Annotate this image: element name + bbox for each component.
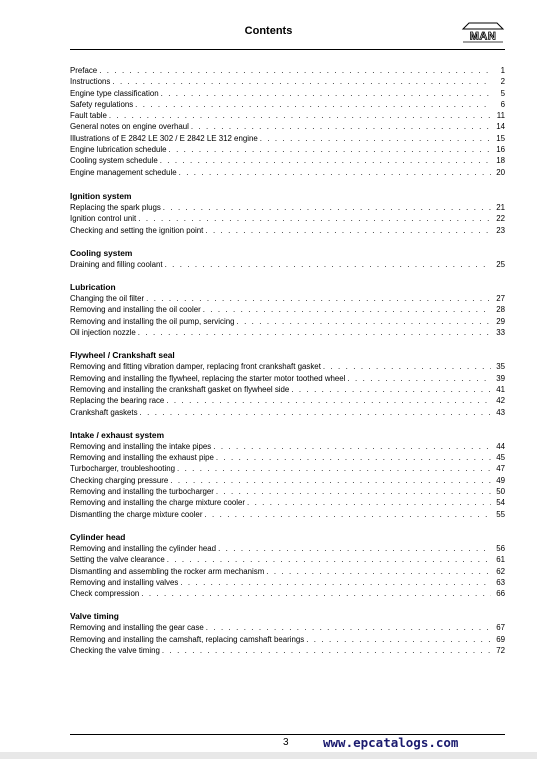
- toc-entry-title: Check compression: [70, 589, 140, 599]
- toc-entry-page: 35: [496, 362, 505, 372]
- toc-entry[interactable]: [70, 361, 505, 372]
- dot-leader: [306, 634, 491, 645]
- toc-entry-page: 5: [500, 88, 505, 98]
- dot-leader: [99, 65, 491, 76]
- dot-leader: [165, 259, 491, 270]
- dot-leader: [138, 327, 491, 338]
- toc-entry-page: 72: [496, 645, 505, 655]
- dot-leader: [169, 144, 491, 155]
- dot-leader: [163, 202, 491, 213]
- bottom-band: [0, 752, 537, 759]
- toc-entry[interactable]: [70, 65, 505, 76]
- dot-leader: [170, 475, 491, 486]
- toc-entry-title: Illustrations of E 2842 LE 302 / E 2842 LE 312 engine: [70, 133, 258, 143]
- toc-entry[interactable]: [70, 497, 505, 508]
- toc-entry-title: Removing and installing the intake pipes: [70, 441, 212, 451]
- toc-entry[interactable]: [70, 509, 505, 520]
- toc-entry[interactable]: [70, 634, 505, 645]
- dot-leader: [179, 167, 491, 178]
- svg-text:MAN: MAN: [469, 30, 497, 43]
- dot-leader: [166, 395, 491, 406]
- dot-leader: [204, 509, 491, 520]
- toc-entry[interactable]: [70, 384, 505, 395]
- toc-entry-page: 61: [496, 555, 505, 565]
- toc-entry-title: Cooling system schedule: [70, 156, 158, 166]
- dot-leader: [216, 486, 491, 497]
- toc-section-heading: Flywheel / Crankshaft seal: [70, 350, 175, 361]
- toc-entry[interactable]: [70, 543, 505, 554]
- toc-entry-page: 2: [500, 77, 505, 87]
- toc-entry[interactable]: [70, 293, 505, 304]
- toc-entry-title: Crankshaft gaskets: [70, 407, 138, 417]
- toc-section-heading: Lubrication: [70, 282, 116, 293]
- man-logo: [461, 22, 505, 44]
- page-title: Contents: [244, 25, 293, 37]
- toc-entry-page: 14: [496, 122, 505, 132]
- toc-entry-page: 69: [496, 634, 505, 644]
- toc-entry-title: Removing and fitting vibration damper, replacing front crankshaft gasket: [70, 362, 321, 372]
- dot-leader: [347, 373, 491, 384]
- dot-leader: [180, 577, 491, 588]
- toc-section-heading: Ignition system: [70, 190, 132, 201]
- toc-entry[interactable]: [70, 407, 505, 418]
- dot-leader: [260, 133, 491, 144]
- toc-entry-title: Removing and installing the exhaust pipe: [70, 453, 214, 463]
- toc-entry-page: 47: [496, 464, 505, 474]
- toc-entry[interactable]: [70, 327, 505, 338]
- toc-entry-page: 54: [496, 498, 505, 508]
- toc-entry-title: Removing and installing the crankshaft gasket on flywheel side: [70, 384, 290, 394]
- dot-leader: [140, 407, 491, 418]
- toc-entry[interactable]: [70, 452, 505, 463]
- dot-leader: [291, 384, 491, 395]
- dot-leader: [323, 361, 491, 372]
- toc-entry-title: General notes on engine overhaul: [70, 122, 189, 132]
- toc-entry-title: Changing the oil filter: [70, 294, 145, 304]
- toc-entry-page: 45: [496, 453, 505, 463]
- toc-entry-page: 67: [496, 623, 505, 633]
- toc-entry-page: 55: [496, 509, 505, 519]
- toc-entry-page: 11: [496, 111, 505, 121]
- toc-entry-page: 49: [496, 475, 505, 485]
- toc-entry-title: Removing and installing the oil cooler: [70, 305, 201, 315]
- toc-entry-title: Removing and installing the charge mixture cooler: [70, 498, 246, 508]
- toc-entry-title: Preface: [70, 66, 98, 75]
- toc-entry[interactable]: [70, 645, 505, 656]
- toc-entry[interactable]: [70, 622, 505, 633]
- toc-entry-title: Removing and installing the camshaft, replacing camshaft bearings: [70, 634, 305, 644]
- toc-entry-title: Engine lubrication schedule: [70, 145, 167, 155]
- toc-entry-page: 15: [496, 133, 505, 143]
- toc-entry-title: Dismantling and assembling the rocker arm mechanism: [70, 566, 265, 576]
- dot-leader: [177, 463, 491, 474]
- dot-leader: [236, 316, 491, 327]
- toc-entry-page: 41: [496, 384, 505, 394]
- dot-leader: [213, 441, 491, 452]
- toc-entry[interactable]: [70, 588, 505, 599]
- toc-entry[interactable]: [70, 566, 505, 577]
- toc-entry[interactable]: [70, 373, 505, 384]
- toc-entry-title: Engine type classification: [70, 88, 159, 98]
- toc-entry[interactable]: [70, 259, 505, 270]
- toc-entry[interactable]: [70, 99, 505, 110]
- toc-entry-title: Removing and installing the gear case: [70, 623, 204, 633]
- toc-entry-page: 62: [496, 566, 505, 576]
- toc-entry[interactable]: [70, 167, 505, 178]
- toc-section-heading: Cylinder head: [70, 531, 126, 542]
- toc-entry-page: 27: [496, 294, 505, 304]
- toc-entry-title: Removing and installing the flywheel, replacing the starter motor toothed wheel: [70, 373, 346, 383]
- toc-entry[interactable]: [70, 463, 505, 474]
- dot-leader: [109, 110, 491, 121]
- dot-leader: [206, 622, 491, 633]
- toc-entry-title: Checking and setting the ignition point: [70, 225, 204, 235]
- toc-section-heading: Cooling system: [70, 247, 133, 258]
- toc-section-heading: Valve timing: [70, 611, 119, 622]
- toc-entry-page: 28: [496, 305, 505, 315]
- toc-entry[interactable]: [70, 76, 505, 87]
- toc-entry-page: 63: [496, 577, 505, 587]
- toc-entry-title: Turbocharger, troubleshooting: [70, 464, 175, 474]
- toc-entry[interactable]: [70, 475, 505, 486]
- toc-entry[interactable]: [70, 577, 505, 588]
- toc-entry-page: 25: [496, 259, 505, 269]
- toc-entry-title: Engine management schedule: [70, 167, 177, 177]
- dot-leader: [205, 225, 491, 236]
- toc-entry-page: 18: [496, 156, 505, 166]
- watermark-url[interactable]: www.epcatalogs.com: [323, 735, 459, 750]
- dot-leader: [167, 554, 491, 565]
- toc-entry-title: Safety regulations: [70, 99, 134, 109]
- toc-entry-page: 42: [496, 396, 505, 406]
- toc-entry[interactable]: [70, 155, 505, 166]
- dot-leader: [161, 88, 491, 99]
- toc-entry-page: 23: [496, 225, 505, 235]
- toc-entry-title: Oil injection nozzle: [70, 328, 136, 338]
- dot-leader: [203, 304, 491, 315]
- toc-entry-page: 20: [496, 167, 505, 177]
- table-of-contents: [70, 65, 505, 656]
- toc-entry-title: Dismantling the charge mixture cooler: [70, 509, 203, 519]
- toc-entry[interactable]: [70, 121, 505, 132]
- toc-entry[interactable]: [70, 486, 505, 497]
- toc-entry[interactable]: [70, 395, 505, 406]
- page-number: 3: [283, 737, 289, 748]
- toc-entry[interactable]: [70, 202, 505, 213]
- toc-entry-page: 29: [496, 316, 505, 326]
- toc-entry-page: 6: [500, 99, 505, 109]
- toc-entry[interactable]: [70, 441, 505, 452]
- dot-leader: [160, 155, 491, 166]
- toc-entry[interactable]: [70, 213, 505, 224]
- dot-leader: [141, 588, 491, 599]
- toc-entry-page: 16: [496, 145, 505, 155]
- toc-entry[interactable]: [70, 110, 505, 121]
- dot-leader: [162, 645, 491, 656]
- toc-entry-title: Checking the valve timing: [70, 645, 160, 655]
- dot-leader: [138, 213, 491, 224]
- dot-leader: [247, 497, 491, 508]
- toc-entry-page: 21: [496, 202, 505, 212]
- toc-entry-page: 44: [496, 441, 505, 451]
- toc-section-heading: Intake / exhaust system: [70, 429, 165, 440]
- dot-leader: [266, 566, 491, 577]
- toc-entry-title: Removing and installing the cylinder head: [70, 543, 217, 553]
- toc-entry[interactable]: [70, 316, 505, 327]
- toc-entry[interactable]: [70, 225, 505, 236]
- toc-entry-title: Fault table: [70, 111, 107, 121]
- toc-entry-title: Ignition control unit: [70, 214, 137, 224]
- toc-entry-title: Removing and installing the turbocharger: [70, 487, 214, 497]
- toc-entry[interactable]: [70, 144, 505, 155]
- toc-entry-page: 66: [496, 589, 505, 599]
- toc-entry-page: 43: [496, 407, 505, 417]
- dot-leader: [218, 543, 491, 554]
- toc-entry-title: Setting the valve clearance: [70, 555, 165, 565]
- toc-entry-title: Removing and installing the oil pump, servicing: [70, 316, 235, 326]
- toc-entry-title: Replacing the bearing race: [70, 396, 165, 406]
- toc-entry-page: 22: [496, 214, 505, 224]
- toc-entry-title: Removing and installing valves: [70, 577, 179, 587]
- toc-entry-page: 39: [496, 373, 505, 383]
- dot-leader: [146, 293, 491, 304]
- toc-entry-page: 56: [496, 543, 505, 553]
- toc-entry-title: Replacing the spark plugs: [70, 202, 161, 212]
- header-rule: [70, 49, 505, 50]
- toc-entry-title: Instructions: [70, 77, 111, 87]
- toc-entry-page: 1: [500, 66, 505, 75]
- dot-leader: [216, 452, 491, 463]
- toc-entry-page: 50: [496, 487, 505, 497]
- toc-entry[interactable]: [70, 304, 505, 315]
- toc-entry-page: 33: [496, 328, 505, 338]
- toc-entry[interactable]: [70, 88, 505, 99]
- dot-leader: [191, 121, 491, 132]
- dot-leader: [112, 76, 491, 87]
- dot-leader: [135, 99, 491, 110]
- toc-entry[interactable]: [70, 133, 505, 144]
- toc-entry[interactable]: [70, 554, 505, 565]
- toc-entry-title: Draining and filling coolant: [70, 259, 163, 269]
- toc-entry-title: Checking charging pressure: [70, 475, 169, 485]
